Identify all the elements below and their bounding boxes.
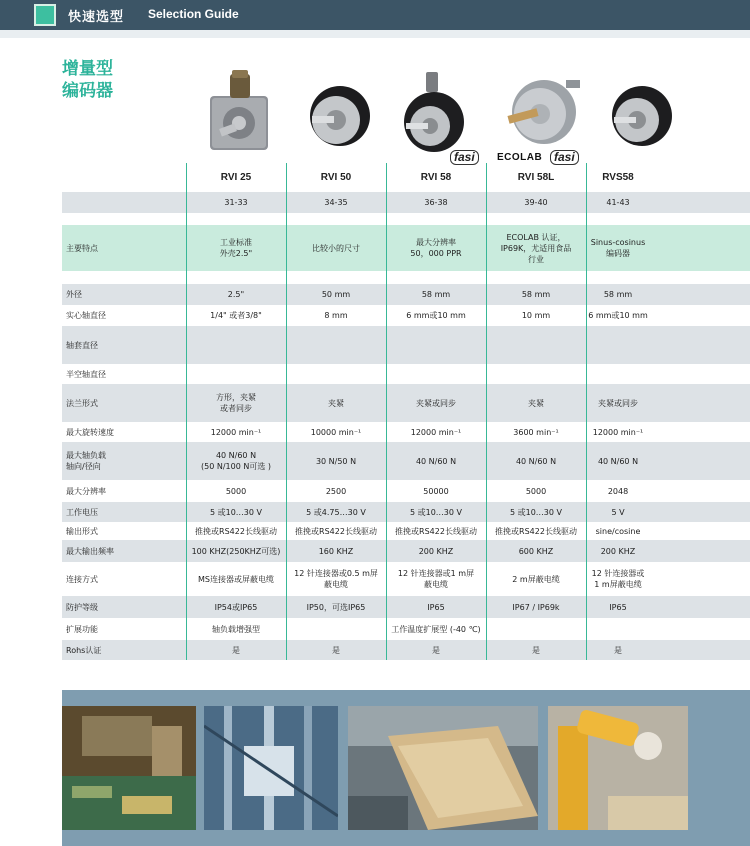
spec-row: [62, 384, 750, 422]
page-row: [62, 192, 750, 213]
rvs58-encoder-image: [604, 68, 674, 160]
spec-value: 5 或10…30 V: [209, 507, 262, 517]
spec-row: [62, 422, 750, 442]
section-title-line-1: 增量型: [62, 59, 113, 79]
features-row: [62, 225, 750, 271]
ecolab-logo: ECOLAB: [497, 152, 543, 163]
spec-value: 推挽或RS422长线驱动: [195, 526, 277, 536]
header-title-en: Selection Guide: [148, 7, 239, 21]
spec-row: [62, 284, 750, 305]
spec-row: [62, 618, 750, 640]
spec-value: 12 针连接器或0.5 m屏 蔽电缆: [294, 569, 378, 589]
model-name: RVS58: [602, 171, 634, 183]
spec-value: [586, 326, 650, 364]
header-underline: [0, 30, 750, 38]
spec-value: 40 N/60 N (50 N/100 N可选 ): [201, 451, 271, 471]
spec-row: [62, 596, 750, 618]
spec-label: 最大轴负载 轴向/径向: [66, 451, 106, 471]
rvi58-encoder-image: [400, 68, 466, 160]
robot-arm-photo: [548, 706, 688, 830]
model-name: RVI 58: [420, 171, 452, 183]
spec-label: 法兰形式: [66, 398, 98, 408]
spec-value: [186, 364, 286, 384]
spec-value: 8 mm: [324, 311, 348, 320]
spec-value: 58 mm: [521, 290, 551, 299]
spec-value: 2048: [607, 486, 629, 496]
section-title: [62, 58, 113, 102]
spec-value: 夹紧或同步: [416, 398, 456, 408]
spec-value: 40 N/60 N: [597, 456, 639, 466]
spec-label: Rohs认证: [66, 645, 102, 655]
spec-value: 58 mm: [603, 290, 633, 299]
spec-value: 58 mm: [421, 290, 451, 299]
spec-value: 5000: [525, 486, 547, 496]
spec-label: 外径: [66, 290, 82, 299]
spec-value: [286, 326, 386, 364]
spec-value: 200 KHZ: [418, 546, 454, 556]
page-ref: 39-40: [524, 198, 548, 207]
spec-value: 轴负载增强型: [212, 624, 260, 634]
spec-label: 最大旋转速度: [66, 427, 114, 437]
column-divider: [486, 163, 487, 660]
spec-value: 5 或4.75…30 V: [306, 507, 366, 517]
spec-value: 是: [532, 645, 540, 655]
spec-value: [486, 326, 586, 364]
spec-row: [62, 364, 750, 384]
spec-value: 是: [432, 645, 440, 655]
spec-value: [386, 326, 486, 364]
spec-value: 工作温度扩展型 (-40 ℃): [391, 624, 481, 634]
spec-value: 夹紧或同步: [598, 398, 638, 408]
spec-value: 160 KHZ: [318, 546, 354, 556]
spec-row: [62, 502, 750, 522]
spec-value: MS连接器或屏蔽电缆: [198, 574, 274, 584]
spec-value: IP67 / IP69k: [512, 602, 560, 612]
fasi-logo: fasi: [550, 150, 579, 165]
spec-label: 轴套直径: [66, 340, 98, 350]
spec-value: 夹紧: [328, 398, 344, 408]
rvi58l-encoder-image: [498, 68, 584, 160]
spec-value: IP50，可选IP65: [306, 602, 366, 612]
spec-value: 10 mm: [521, 311, 551, 320]
model-name: RVI 50: [320, 171, 352, 183]
page-ref: 36-38: [424, 198, 448, 207]
spec-value: 1/4" 或者3/8": [210, 311, 262, 320]
spec-value: 200 KHZ: [600, 546, 636, 556]
feature-cell: 比较小的尺寸: [312, 243, 360, 253]
page-ref: 41-43: [606, 198, 630, 207]
spec-value: [286, 618, 386, 640]
model-row: [62, 163, 750, 191]
circuit-board-photo: [62, 706, 196, 830]
spec-value: 12000 min⁻¹: [210, 427, 262, 437]
spec-value: 5 V: [611, 507, 625, 517]
spec-value: 是: [614, 645, 622, 655]
spec-label: 防护等级: [66, 602, 98, 612]
rvi25-encoder-image: [200, 68, 280, 160]
header-bar: [0, 0, 750, 30]
spec-value: 10000 min⁻¹: [310, 427, 362, 437]
spec-label: 最大分辨率: [66, 486, 106, 496]
model-name: RVI 58L: [517, 171, 555, 183]
feature-cell: 工业标准 外壳2.5": [219, 238, 253, 258]
spec-value: 方形，夹紧 或者同步: [216, 393, 256, 413]
spec-value: 6 mm或10 mm: [406, 311, 466, 320]
column-divider: [186, 163, 187, 660]
feature-cell: 最大分辨率 50，000 PPR: [410, 238, 462, 258]
spec-row: [62, 562, 750, 596]
spec-label: 最大输出频率: [66, 546, 114, 556]
model-row-label: [62, 163, 186, 191]
elevator-shaft-photo: [204, 706, 338, 830]
spec-value: 推挽或RS422长线驱动: [395, 526, 477, 536]
column-divider: [586, 163, 587, 660]
spec-row: [62, 480, 750, 502]
spec-value: 推挽或RS422长线驱动: [495, 526, 577, 536]
spec-value: IP54或IP65: [214, 602, 258, 612]
spec-value: 推挽或RS422长线驱动: [295, 526, 377, 536]
spec-value: 50000: [423, 486, 449, 496]
column-divider: [386, 163, 387, 660]
spec-label: 工作电压: [66, 507, 98, 517]
spec-value: 夹紧: [528, 398, 544, 408]
spec-value: sine/cosine: [595, 526, 641, 536]
spec-label: 实心轴直径: [66, 311, 106, 320]
spec-value: 40 N/60 N: [415, 456, 457, 466]
spec-value: 2.5": [227, 290, 245, 299]
spec-value: 2500: [325, 486, 347, 496]
spec-value: [586, 364, 650, 384]
feature-cell: ECOLAB 认证， IP69K，尤适用食品 行业: [500, 232, 572, 264]
spec-value: 3600 min⁻¹: [513, 427, 559, 437]
spec-label: 连接方式: [66, 574, 98, 584]
spec-row: [62, 640, 750, 660]
spec-value: 5 或10…30 V: [409, 507, 462, 517]
spec-value: [186, 326, 286, 364]
spec-value: 5 或10…30 V: [509, 507, 562, 517]
spec-label: 半空轴直径: [66, 369, 106, 379]
rvi50-encoder-image: [302, 68, 374, 160]
wood-conveyor-photo: [348, 706, 538, 830]
spec-value: 是: [332, 645, 340, 655]
spec-row: [62, 522, 750, 540]
spec-value: [486, 364, 586, 384]
page-ref: 34-35: [324, 198, 348, 207]
spec-label: 输出形式: [66, 526, 98, 536]
model-name: RVI 25: [220, 171, 252, 183]
spec-row: [62, 540, 750, 562]
spec-value: 40 N/60 N: [515, 456, 557, 466]
spec-value: 5000: [225, 486, 247, 496]
column-divider: [286, 163, 287, 660]
feature-cell: Sinus-cosinus 编码器: [590, 238, 646, 258]
spec-label: 扩展功能: [66, 624, 98, 634]
spec-value: 12 针连接器或1 m屏 蔽电缆: [397, 569, 475, 589]
spec-value: [386, 364, 486, 384]
page-ref: 31-33: [224, 198, 248, 207]
spec-value: 100 KHZ(250KHZ可选): [191, 546, 281, 556]
features-label: 主要特点: [66, 243, 98, 253]
spec-value: 12 针连接器或 1 m屏蔽电缆: [591, 569, 645, 589]
spec-value: 600 KHZ: [518, 546, 554, 556]
header-title-cn: 快速选型: [68, 10, 125, 25]
section-title-line-2: 编码器: [62, 81, 113, 101]
spec-value: 6 mm或10 mm: [588, 311, 648, 320]
spec-value: [486, 618, 586, 640]
spec-value: 30 N/50 N: [315, 456, 357, 466]
spec-value: 是: [232, 645, 240, 655]
page-row-label: [62, 192, 186, 213]
spec-value: [286, 364, 386, 384]
spec-row: [62, 326, 750, 364]
spec-value: 50 mm: [321, 290, 351, 299]
spec-row: [62, 442, 750, 480]
spec-row: [62, 305, 750, 326]
spec-value: IP65: [427, 602, 445, 612]
spec-value: [586, 618, 650, 640]
spec-value: 12000 min⁻¹: [410, 427, 462, 437]
fasi-logo: fasi: [450, 150, 479, 165]
spec-value: IP65: [609, 602, 627, 612]
spec-value: 2 m屏蔽电缆: [512, 574, 560, 584]
header-square-icon: [34, 4, 56, 26]
spec-value: 12000 min⁻¹: [592, 427, 644, 437]
